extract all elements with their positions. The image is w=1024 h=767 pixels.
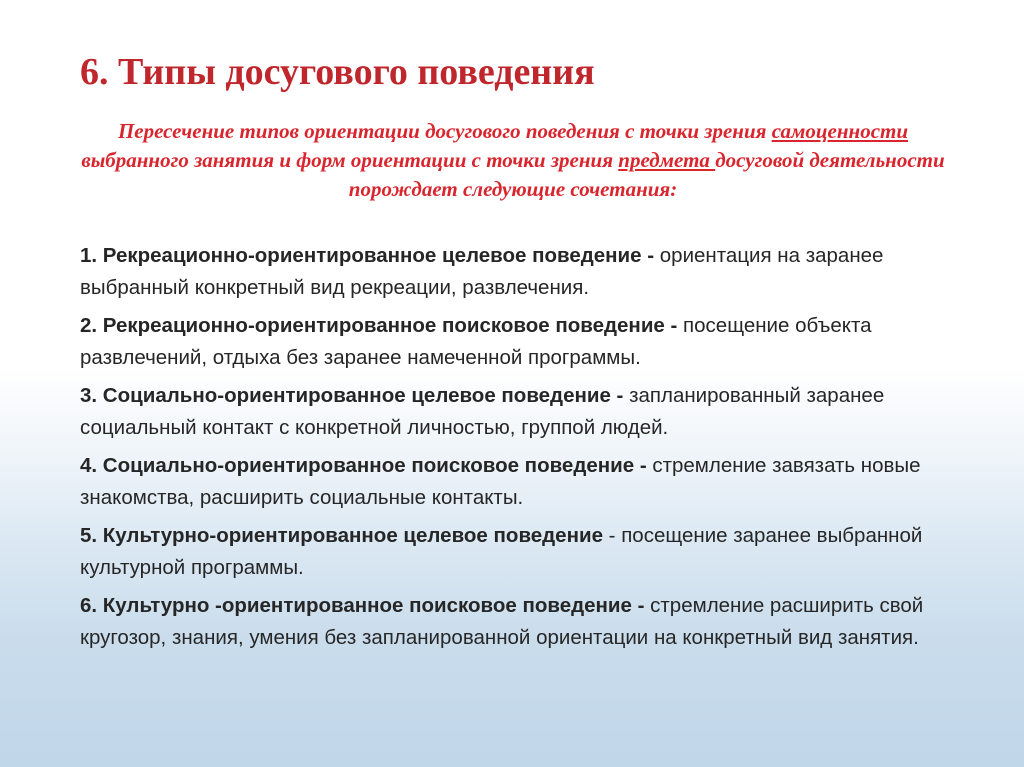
intro-underlined-samotsennosti: самоценности	[771, 119, 909, 143]
item-heading: 5. Культурно-ориентированное целевое поведение	[80, 524, 609, 547]
item-heading: 4. Социально-ориентированное поисковое поведение -	[80, 454, 653, 477]
behavior-types-list	[80, 240, 950, 660]
item-description: запланированный заранее социальный контакт с конкретной личностью, группой людей.	[80, 384, 885, 439]
list-item	[80, 450, 950, 514]
list-item	[80, 380, 950, 444]
intro-text-3: досуговой деятельности порождает следующие сочетания:	[348, 148, 945, 201]
item-heading: 2. Рекреационно-ориентированное поисковое поведение -	[80, 314, 684, 337]
item-description: стремление расширить свой кругозор, знания, умения без запланированной ориентации на конкретный вид занятия.	[80, 594, 924, 649]
slide-title: 6. Типы досугового поведения	[80, 51, 595, 93]
list-item	[80, 240, 950, 304]
item-description: посещение объекта развлечений, отдыха без заранее намеченной программы.	[80, 314, 872, 369]
list-item	[80, 310, 950, 374]
list-item	[80, 590, 950, 654]
item-heading: 6. Культурно -ориентированное поисковое поведение -	[80, 594, 651, 617]
item-heading: 1. Рекреационно-ориентированное целевое поведение -	[80, 244, 660, 267]
intro-underlined-predmeta: предмета	[618, 148, 716, 172]
item-description: стремление завязать новые знакомства, расширить социальные контакты.	[80, 454, 921, 509]
item-description: ориентация на заранее выбранный конкретный вид рекреации, развлечения.	[80, 244, 884, 299]
item-heading: 3. Социально-ориентированное целевое поведение -	[80, 384, 630, 407]
item-description: - посещение заранее выбранной культурной программы.	[80, 524, 923, 579]
intro-text-2: выбранного занятия и форм ориентации с точки зрения	[81, 148, 619, 172]
intro-paragraph	[80, 117, 946, 204]
list-item	[80, 520, 950, 584]
intro-text-1: Пересечение типов ориентации досугового поведения с точки зрения	[117, 119, 772, 143]
